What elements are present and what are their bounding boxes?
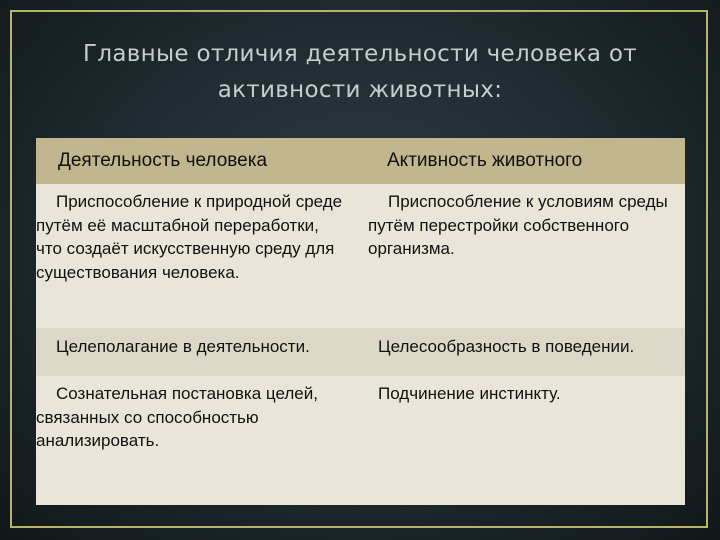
table-cell-r1-right: Приспособление к условиям среды путём перестройки собственного организма. — [368, 192, 668, 258]
table-cell-r3-left: Сознательная постановка целей, связанных со способностью анализировать. — [36, 384, 318, 450]
table-cell-r3-right: Подчинение инстинкту. — [378, 384, 561, 403]
header-label-human: Деятельность человека — [58, 150, 268, 172]
comparison-table — [36, 138, 685, 505]
table-header-left — [36, 138, 365, 184]
header-label-animal: Активность животного — [387, 150, 583, 172]
table-header-right — [365, 138, 685, 184]
table-cell-r1-left: Приспособление к природной среде путём её масштабной переработки, что создаёт искусственную среду для существования человека. — [36, 192, 343, 282]
table-cell-r2-right: Целесообразность в поведении. — [378, 337, 635, 356]
table-cell-r2-left: Целеполагание в деятельности. — [56, 337, 310, 356]
slide-title — [20, 36, 700, 108]
title-line-1: Главные отличия деятельности человека от — [83, 41, 637, 67]
title-line-2: активности животных: — [217, 77, 503, 103]
